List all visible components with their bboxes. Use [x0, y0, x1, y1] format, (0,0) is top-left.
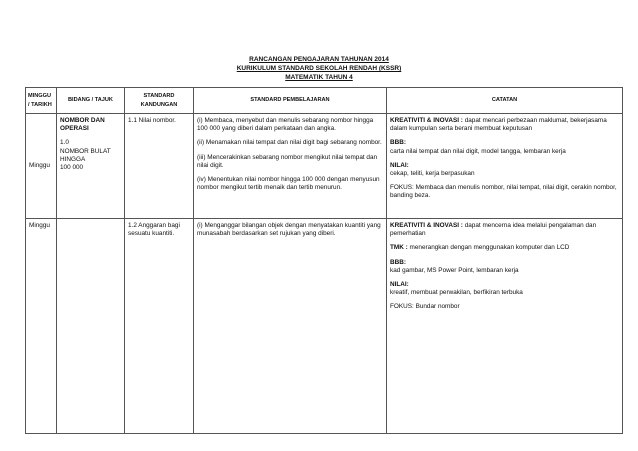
learning-standard: (iii) Mencerakinkan sebarang nombor mengikut nilai tempat dan nilai digit. — [197, 153, 378, 169]
col-header-pembelajaran: STANDARD PEMBELAJARAN — [194, 88, 387, 114]
cell-minggu: Minggu — [26, 114, 57, 219]
header-title: RANCANGAN PENGAJARAN TAHUNAN 2014 — [249, 56, 389, 63]
learning-standard: (i) Menganggar bilangan objek dengan menyatakan kuantiti yang munasabah berdasarkan set rujukan yang diberi. — [197, 222, 381, 238]
cell-kandungan: 1.1 Nilai nombor. — [125, 114, 194, 219]
cell-kandungan: 1.2 Anggaran bagi sesuatu kuantiti. — [125, 219, 194, 434]
col-header-minggu: MINGGU / TARIKH — [26, 88, 57, 114]
lesson-plan-table — [25, 87, 623, 434]
table-row — [26, 219, 623, 434]
learning-standard: (ii) Menamakan nilai tempat dan nilai digit bagi sebarang nombor. — [197, 139, 382, 147]
cell-pembelajaran — [194, 219, 387, 434]
cell-catatan: KREATIVITI & INOVASI : dapat mencerna idea melalui pengalaman dan pemerhatian TMK : menerangkan dengan menggunakan komputer dan LCD BBB: kad gambar, MS Power Point, lembaran kerja NILAI: kreatif, membuat perwakilan, berfikiran terbuka FOKUS: Bundar nombor — [387, 219, 623, 434]
table-row — [26, 114, 623, 219]
header-curriculum: KURIKULUM STANDARD SEKOLAH RENDAH (KSSR) — [236, 65, 402, 72]
header-subject: MATEMATIK TAHUN 4 — [285, 74, 353, 81]
cell-bidang — [57, 219, 125, 434]
col-header-bidang: BIDANG / TAJUK — [57, 88, 125, 114]
col-header-standard-kandungan: STANDARD KANDUNGAN — [125, 88, 194, 114]
cell-pembelajaran — [194, 114, 387, 219]
learning-standard: (i) Membaca, menyebut dan menulis sebarang nombor hingga 100 000 yang diberi dalam perkataan dan angka. — [197, 117, 374, 133]
cell-bidang: NOMBOR DAN OPERASI 1.0 NOMBOR BULAT HINGGA 100 000 — [57, 114, 125, 219]
col-header-catatan: CATATAN — [387, 88, 623, 114]
cell-catatan: KREATIVITI & INOVASI : dapat mencari perbezaan maklumat, bekerjasama dalam kumpulan serta berani membuat keputusan BBB: carta nilai tempat dan nilai digit, model tangga, lembaran kerja NILAI: cekap, teliti, kerja berpasukan FOKUS: Membaca dan menulis nombor, nilai tempat, nilai digit, cerakin nombor, banding beza. — [387, 114, 623, 219]
table-header-row — [26, 88, 623, 114]
document-header — [0, 55, 638, 82]
learning-standard: (iv) Menentukan nilai nombor hingga 100 000 dengan menyusun nombor mengikut tertib menaik dan tertib menurun. — [197, 176, 380, 192]
cell-minggu: Minggu — [26, 219, 57, 434]
